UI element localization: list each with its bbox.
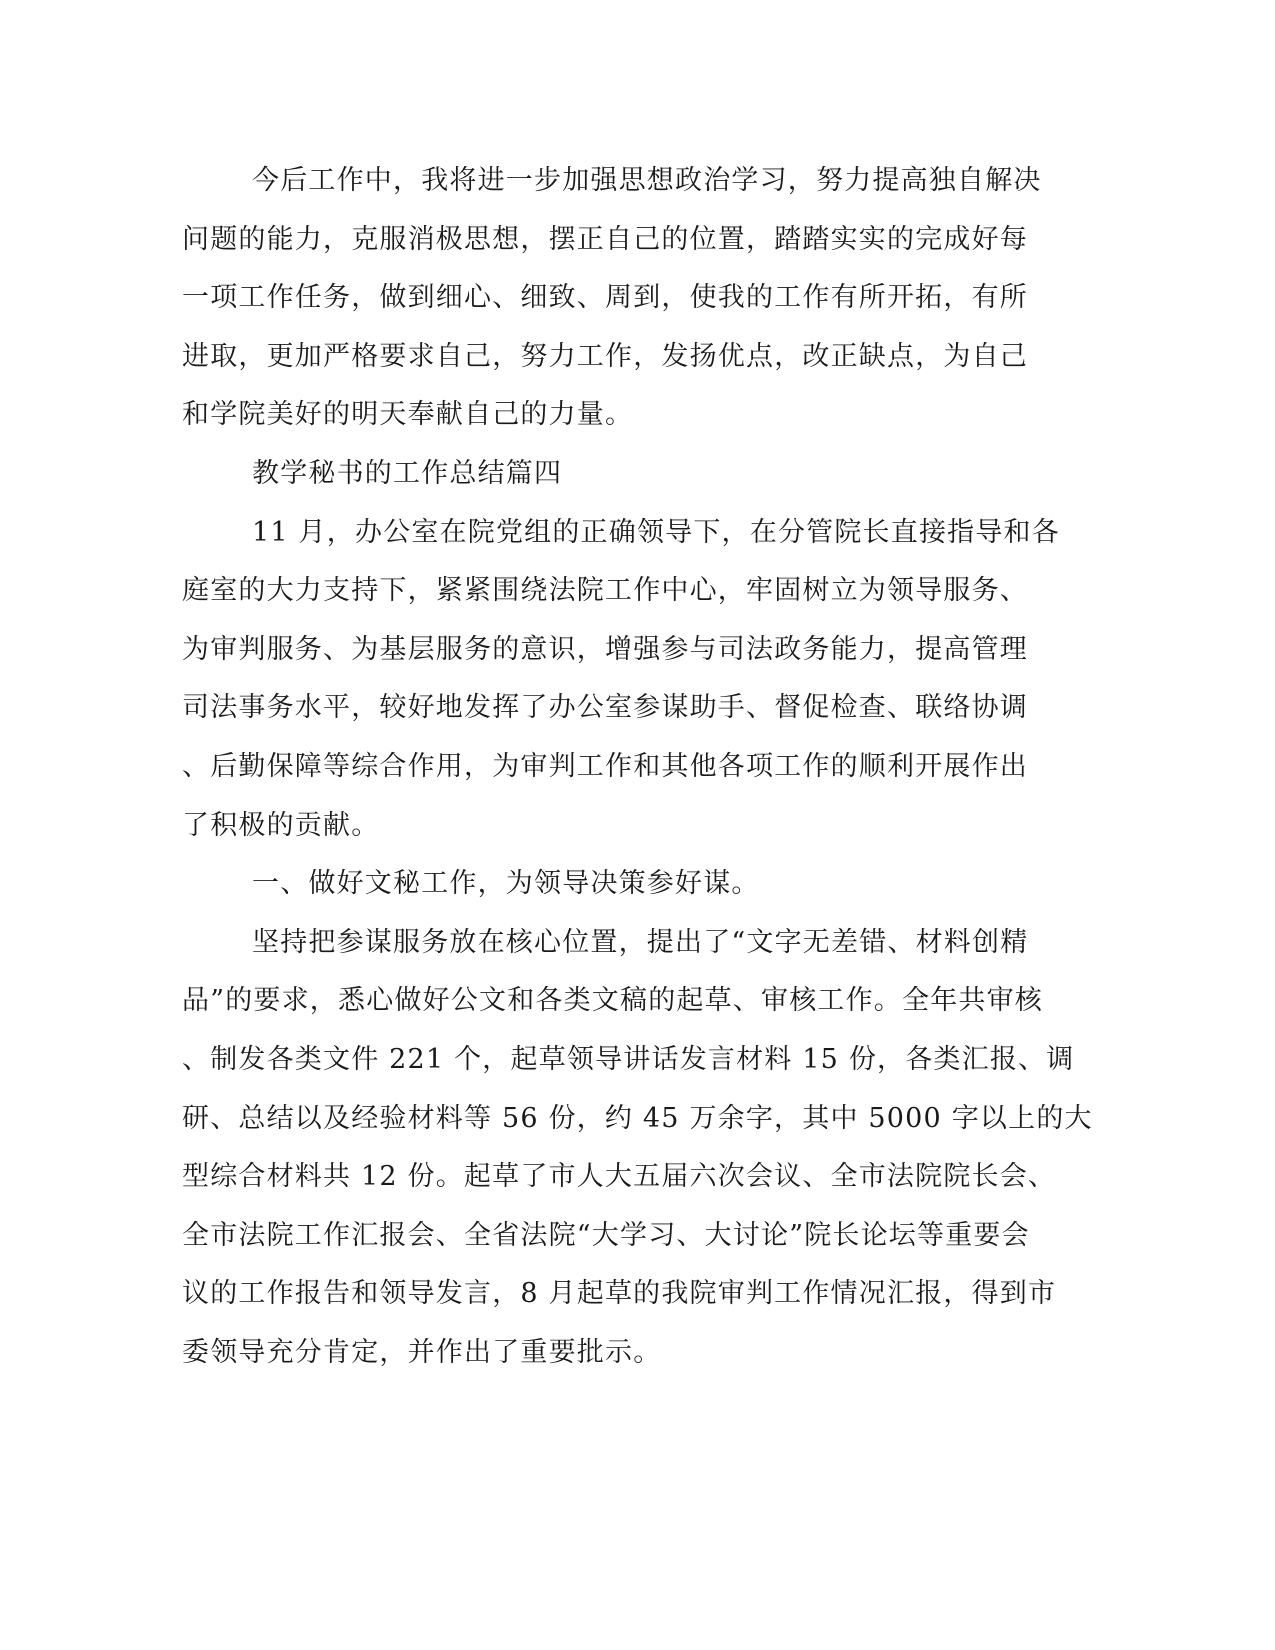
text-line: 庭室的大力支持下，紧紧围绕法院工作中心，牢固树立为领导服务、 (182, 575, 1028, 607)
text-line: 和学院美好的明天奉献自己的力量。 (182, 399, 634, 431)
subsection-heading: 一、做好文秘工作，为领导决策参好谋。 (252, 868, 760, 900)
text-line: 今后工作中，我将进一步加强思想政治学习，努力提高独自解决 (252, 165, 1042, 196)
text-line: 问题的能力，克服消极思想，摆正自己的位置，踏踏实实的完成好每 (182, 223, 1028, 255)
text-line: 研、总结以及经验材料等 56 份，约 45 万余字，其中 5000 字以上的大 (182, 1102, 1093, 1134)
text-line: 司法事务水平，较好地发挥了办公室参谋助手、督促检查、联络协调 (182, 692, 1028, 724)
text-line: 、制发各类文件 221 个，起草领导讲话发言材料 15 份，各类汇报、调 (182, 1043, 1075, 1075)
document-body (182, 152, 1093, 1382)
text-line: 全市法院工作汇报会、全省法院“大学习、大讨论”院长论坛等重要会 (182, 1219, 1030, 1251)
text-line: 一项工作任务，做到细心、细致、周到，使我的工作有所开拓，有所 (182, 282, 1028, 314)
text-line: 11 月，办公室在院党组的正确领导下，在分管院长直接指导和各 (252, 516, 1060, 548)
text-line: 坚持把参谋服务放在核心位置，提出了“文字无差错、材料创精 (252, 926, 1029, 958)
text-line: 委领导充分肯定，并作出了重要批示。 (182, 1336, 662, 1368)
section-heading: 教学秘书的工作总结篇四 (252, 457, 563, 489)
text-line: 议的工作报告和领导发言，8 月起草的我院审判工作情况汇报，得到市 (182, 1278, 1057, 1310)
text-line: 为审判服务、为基层服务的意识，增强参与司法政务能力，提高管理 (182, 633, 1028, 665)
text-line: 进取，更加严格要求自己，努力工作，发扬优点，改正缺点，为自己 (182, 340, 1028, 372)
text-line: 了积极的贡献。 (182, 809, 380, 841)
text-line: 、后勤保障等综合作用，为审判工作和其他各项工作的顺利开展作出 (182, 750, 1028, 782)
text-line: 品”的要求，悉心做好公文和各类文稿的起草、审核工作。全年共审核 (182, 985, 1044, 1017)
text-line: 型综合材料共 12 份。起草了市人大五届六次会议、全市法院院长会、 (182, 1161, 1057, 1193)
